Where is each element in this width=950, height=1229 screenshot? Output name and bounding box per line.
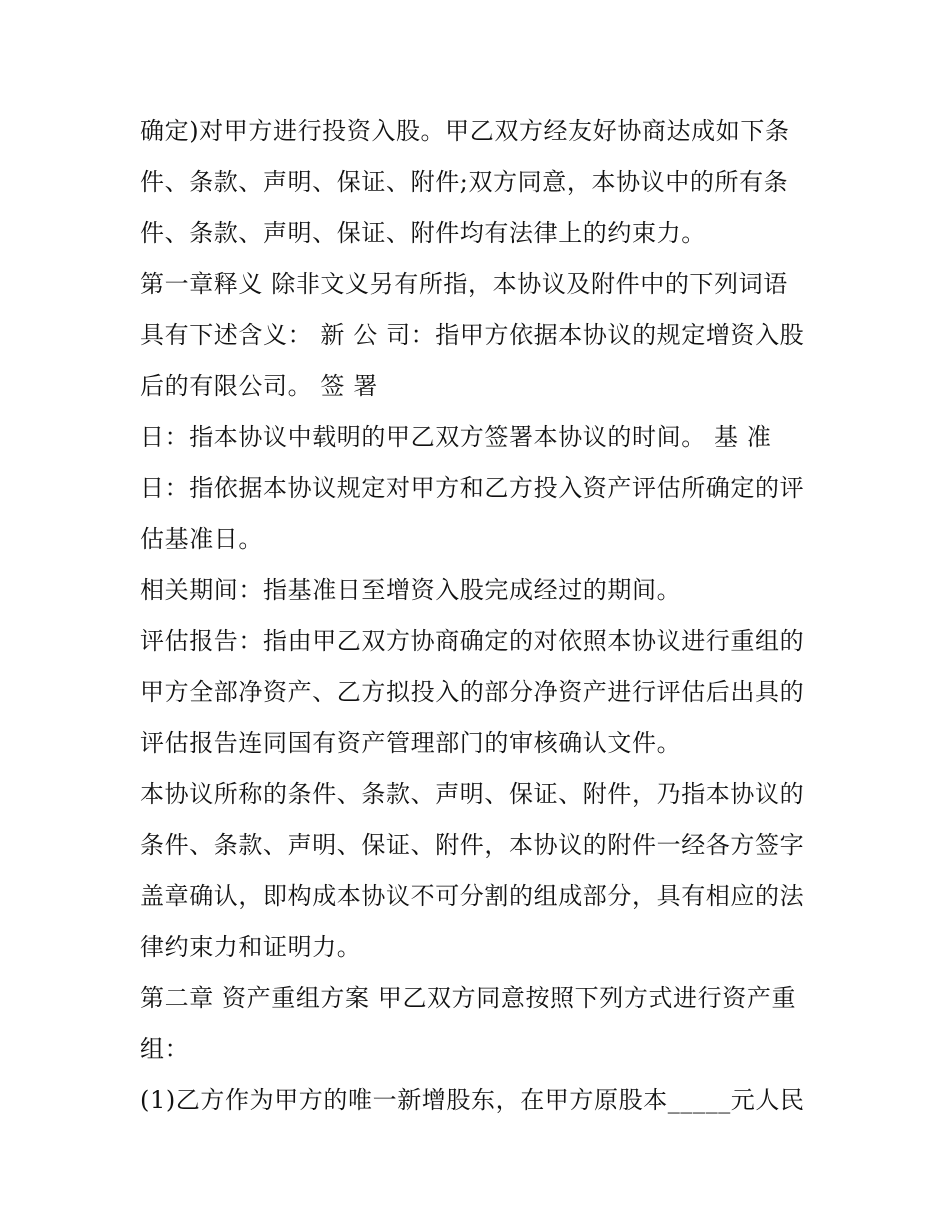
text-line: 后的有限公司。 签 署: [140, 372, 378, 400]
text-line: 本协议所称的条件、条款、声明、保证、附件，乃指本协议的: [140, 780, 805, 808]
text-line: 盖章确认，即构成本协议不可分割的组成部分，具有相应的法: [140, 882, 805, 910]
text-line: (1)乙方作为甲方的唯一新增股东，在甲方原股本_____元人民: [140, 1086, 805, 1114]
text-line: 第一章释义 除非文义另有所指，本协议及附件中的下列词语: [140, 270, 788, 298]
document-body: [140, 106, 820, 1126]
text-line: 组：: [140, 1035, 190, 1063]
text-line: 相关期间：指基准日至增资入股完成经过的期间。: [140, 576, 682, 604]
text-line: 件、条款、声明、保证、附件;双方同意，本协议中的所有条: [140, 168, 789, 196]
text-line: 日：指本协议中载明的甲乙双方签署本协议的时间。 基 准: [140, 423, 772, 451]
text-line: 甲方全部净资产、乙方拟投入的部分净资产进行评估后出具的: [140, 678, 805, 706]
text-line: 条件、条款、声明、保证、附件，本协议的附件一经各方签字: [140, 831, 805, 859]
text-line: 评估报告：指由甲乙双方协商确定的对依照本协议进行重组的: [140, 627, 805, 655]
text-line: 评估报告连同国有资产管理部门的审核确认文件。: [140, 729, 682, 757]
text-line: 第二章 资产重组方案 甲乙双方同意按照下列方式进行资产重: [140, 984, 797, 1012]
text-line: 估基准日。: [140, 525, 263, 553]
text-line: 确定)对甲方进行投资入股。甲乙双方经友好协商达成如下条: [140, 117, 790, 145]
text-line: 件、条款、声明、保证、附件均有法律上的约束力。: [140, 219, 706, 247]
text-line: 具有下述含义： 新 公 司：指甲方依据本协议的规定增资入股: [140, 321, 805, 349]
text-line: 律约束力和证明力。: [140, 933, 362, 961]
text-line: 日：指依据本协议规定对甲方和乙方投入资产评估所确定的评: [140, 474, 805, 502]
